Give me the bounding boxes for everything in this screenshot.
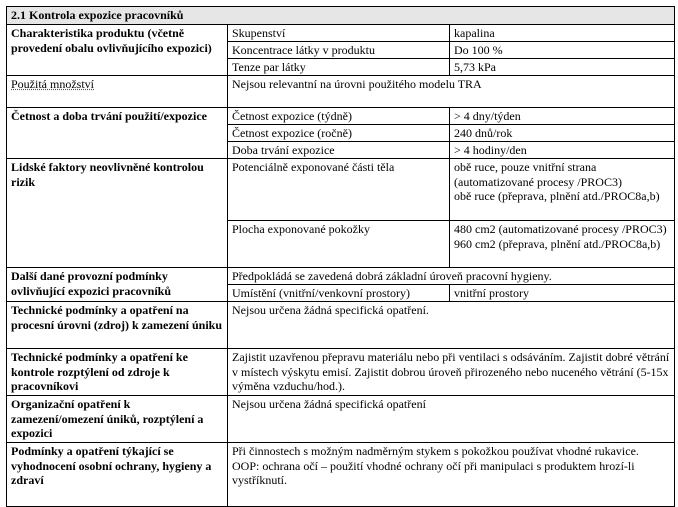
other-conditions-value: Předpokládá se zavedená dobrá základní úroveň pracovní hygieny. <box>228 268 675 285</box>
cell-key: Plocha exponované pokožky <box>228 221 450 268</box>
cell-value: > 4 dny/týden <box>450 108 675 125</box>
cell-value: Do 100 % <box>450 42 675 59</box>
cell-value <box>450 159 675 221</box>
cell-key: Umístění (vnitřní/venkovní prostory) <box>228 285 450 302</box>
exposure-control-table <box>6 6 675 507</box>
cell-value: > 4 hodiny/den <box>450 142 675 159</box>
row-label-personal-protection: Podmínky a opatření týkající se vyhodnocení osobní ochrany, hygieny a zdraví <box>7 443 228 507</box>
cell-value: 5,73 kPa <box>450 59 675 76</box>
cell-key: Četnost expozice (týdně) <box>228 108 450 125</box>
cell-key: Tenze par látky <box>228 59 450 76</box>
value-line: obě ruce, pouze vnitřní strana (automatizované procesy /PROC3) <box>454 160 622 189</box>
row-label-technical-source: Technické podmínky a opatření na procesní úrovni (zdroj) k zamezení úniku <box>7 302 228 349</box>
cell-key: Koncentrace látky v produktu <box>228 42 450 59</box>
row-label-amount: Použitá množství <box>7 76 228 108</box>
row-label-product-characteristics: Charakteristika produktu (včetně provedení obalu ovlivňujícího expozici) <box>7 25 228 76</box>
section-title: 2.1 Kontrola expozice pracovníků <box>7 7 675 25</box>
cell-value: 240 dnů/rok <box>450 125 675 142</box>
row-label-frequency: Četnost a doba trvání použití/expozice <box>7 108 228 159</box>
cell-value: vnitřní prostory <box>450 285 675 302</box>
personal-protection-value <box>228 443 675 507</box>
row-label-other-conditions: Další dané provozní podmínky ovlivňující expozici pracovníků <box>7 268 228 302</box>
row-label-technical-dispersion: Technické podmínky a opatření ke kontrole rozptýlení od zdroje k pracovníkovi <box>7 349 228 396</box>
technical-source-value: Nejsou určena žádná specifická opatření. <box>228 302 675 349</box>
value-line: obě ruce (přeprava, plnění atd./PROC8a,b) <box>454 189 660 203</box>
cell-key: Potenciálně exponované části těla <box>228 159 450 221</box>
value-line: OOP: ochrana očí – použití vhodné ochrany očí při manipulaci s produktem hrozí-li vystříknutí. <box>232 458 635 487</box>
technical-dispersion-value: Zajistit uzavřenou přepravu materiálu nebo při ventilaci s odsáváním. Zajistit dobré větrání v místech výskytu emisí. Zajistit dobrou úroveň přirozeného nebo nuceného větrání (5-15x výměna vzduchu/hod.). <box>228 349 675 396</box>
cell-key: Skupenství <box>228 25 450 42</box>
row-label-human-factors: Lidské faktory neovlivněné kontrolou rizik <box>7 159 228 268</box>
cell-value: kapalina <box>450 25 675 42</box>
organizational-value: Nejsou určena žádná specifická opatření <box>228 396 675 443</box>
cell-value: 480 cm2 (automatizované procesy /PROC3) 960 cm2 (přeprava, plnění atd./PROC8a,b) <box>450 221 675 268</box>
cell-key: Četnost expozice (ročně) <box>228 125 450 142</box>
amount-value: Nejsou relevantní na úrovni použitého modelu TRA <box>228 76 675 108</box>
row-label-organizational: Organizační opatření k zamezení/omezení úniků, rozptýlení a expozici <box>7 396 228 443</box>
cell-key: Doba trvání expozice <box>228 142 450 159</box>
value-line: Při činnostech s možným nadměrným stykem s pokožkou používat vhodné rukavice. <box>232 444 639 458</box>
